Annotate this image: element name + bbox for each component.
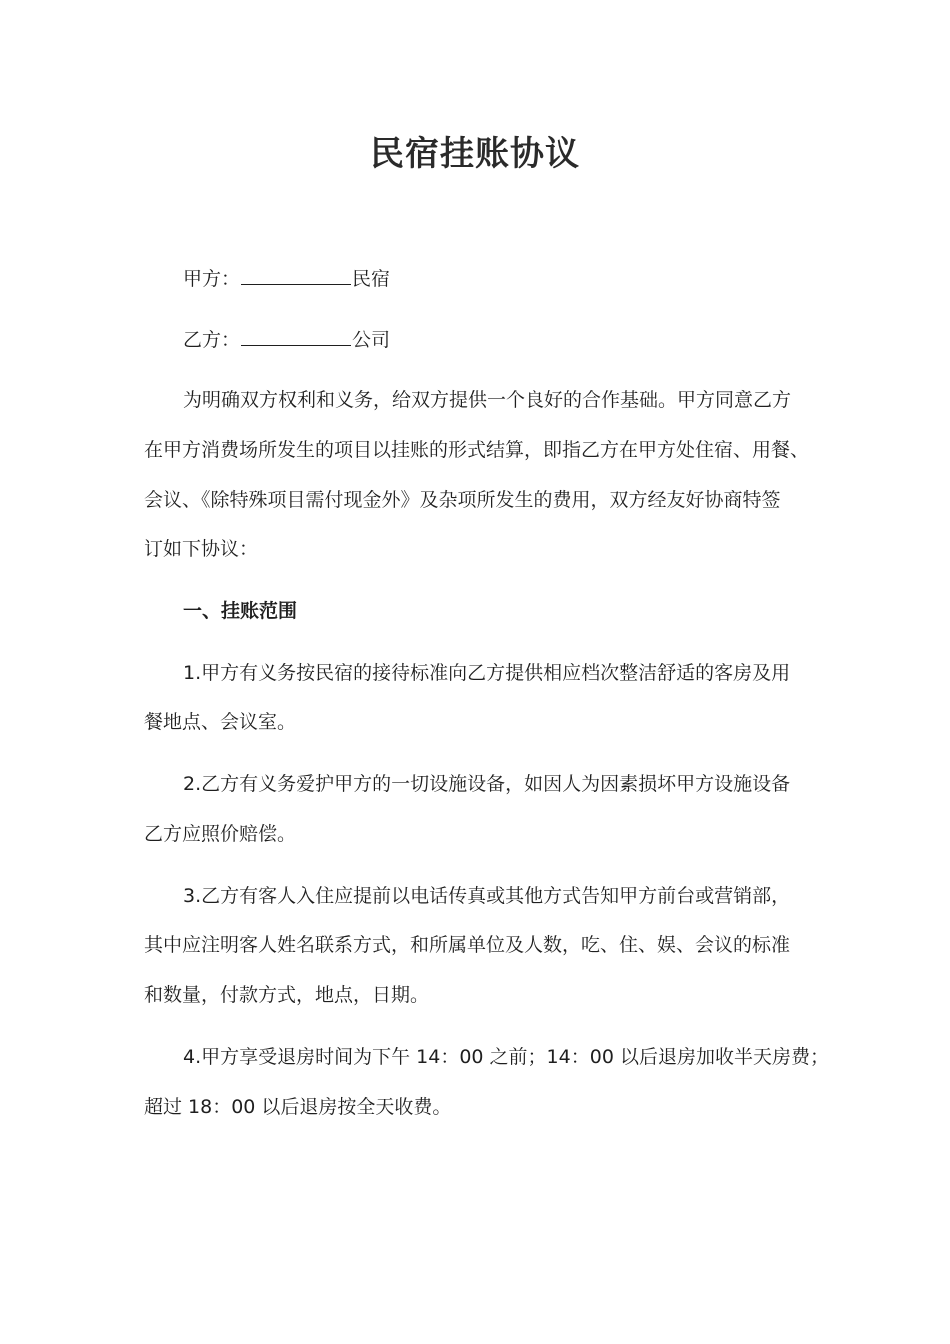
preamble-line-4: 订如下协议： bbox=[144, 538, 259, 560]
party-b-suffix: 公司 bbox=[352, 329, 391, 351]
party-b-blank bbox=[241, 325, 351, 346]
party-b-label: 乙方： bbox=[183, 329, 241, 351]
clause-1-line-2: 餐地点、会议室。 bbox=[144, 711, 297, 733]
party-a-suffix: 民宿 bbox=[352, 268, 391, 290]
section-1-heading: 一、挂账范围 bbox=[183, 600, 298, 622]
party-a-line bbox=[183, 264, 390, 292]
clause-1-line-1: 1.甲方有义务按民宿的接待标准向乙方提供相应档次整洁舒适的客房及用 bbox=[183, 662, 791, 684]
preamble-line-2: 在甲方消费场所发生的项目以挂账的形式结算，即指乙方在甲方处住宿、用餐、 bbox=[144, 439, 810, 461]
clause-2-line-2: 乙方应照价赔偿。 bbox=[144, 823, 297, 845]
clause-3-line-1: 3.乙方有客人入住应提前以电话传真或其他方式告知甲方前台或营销部， bbox=[183, 885, 791, 907]
party-b-line bbox=[183, 325, 390, 353]
clause-2-line-1: 2.乙方有义务爱护甲方的一切设施设备，如因人为因素损坏甲方设施设备 bbox=[183, 773, 791, 795]
party-a-label: 甲方： bbox=[183, 268, 241, 290]
preamble-line-1: 为明确双方权利和义务，给双方提供一个良好的合作基础。甲方同意乙方 bbox=[183, 389, 792, 411]
preamble-line-3: 会议、《除特殊项目需付现金外》及杂项所发生的费用，双方经友好协商特签 bbox=[144, 489, 781, 511]
clause-4-line-1: 4.甲方享受退房时间为下午 14：00 之前；14：00 以后退房加收半天房费； bbox=[183, 1046, 829, 1068]
document-title: 民宿挂账协议 bbox=[370, 134, 580, 174]
clause-4-line-2: 超过 18：00 以后退房按全天收费。 bbox=[144, 1096, 452, 1118]
clause-3-line-3: 和数量，付款方式，地点，日期。 bbox=[144, 984, 430, 1006]
party-a-blank bbox=[241, 264, 351, 285]
clause-3-line-2: 其中应注明客人姓名联系方式，和所属单位及人数，吃、住、娱、会议的标准 bbox=[144, 934, 791, 956]
